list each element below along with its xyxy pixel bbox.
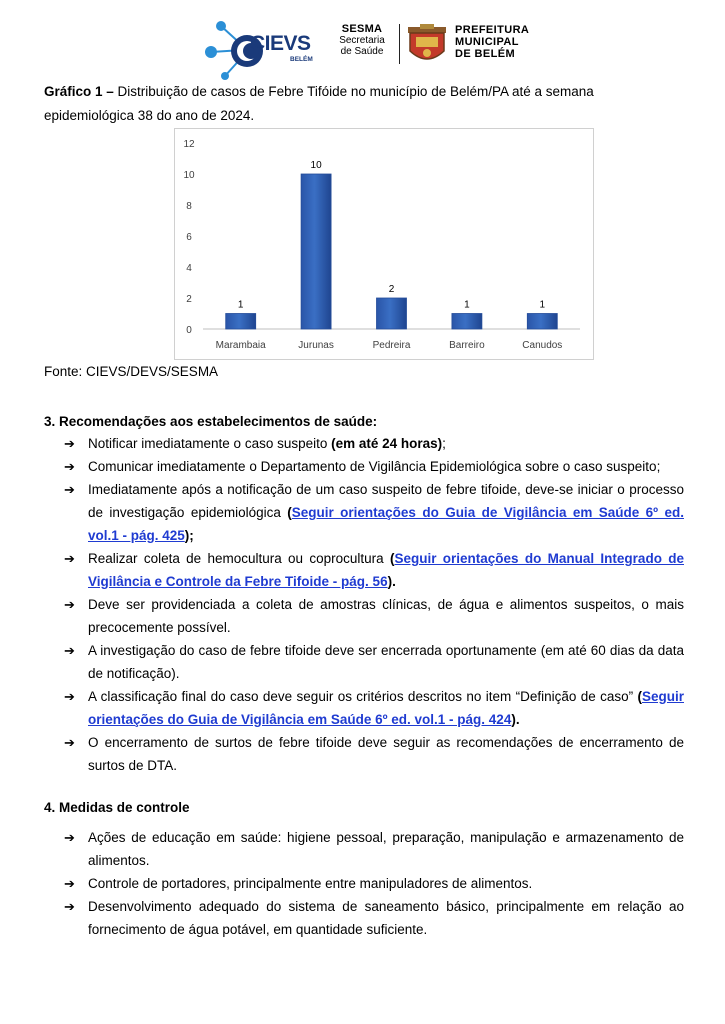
arrow-right-icon: ➔ [64,735,75,750]
sesma-logo [332,24,392,57]
list-item [64,826,684,872]
list-item [64,685,684,731]
list-item [64,432,684,455]
arrow-right-icon: ➔ [64,436,75,451]
sesma-title: SESMA [341,23,383,35]
item-bold: ( [287,505,292,520]
item-text: Comunicar imediatamente o Departamento de Vigilância Epidemiológica sobre o caso suspeito; [88,459,661,474]
arrow-right-icon: ➔ [64,597,75,612]
item-bold: (em até 24 horas) [331,436,443,451]
bar [527,314,557,330]
x-tick-label: Canudos [522,340,563,351]
sesma-line-2: de Saúde [340,46,384,57]
arrow-right-icon: ➔ [64,899,75,914]
item-text: A investigação do caso de febre tifoide deve ser encerrada oportunamente (em até 60 dias da data de notificação). [88,643,684,681]
bar [226,314,256,330]
item-bold: ( [389,551,395,566]
list-item [64,478,684,547]
item-text: Desenvolvimento adequado do sistema de saneamento básico, principalmente em relação ao fornecimento de água potável, em quantidade suficiente. [88,899,684,937]
list-item [64,639,684,685]
x-tick-label: Pedreira [372,340,411,351]
item-text: Notificar imediatamente o caso suspeito [88,436,332,451]
pref-line-1: PREFEITURA [455,24,530,36]
guia-vigilancia-link-424[interactable]: Seguir orientações do Guia de Vigilância em Saúde 6º ed. vol.1 - pág. 424 [88,689,684,727]
cievs-wordmark: CIEVS [250,32,311,55]
header-divider [399,24,400,64]
pref-line-2: MUNICIPAL [455,36,519,48]
y-tick-label: 6 [186,232,192,243]
list-item [64,895,684,941]
y-tick-label: 0 [186,325,192,336]
arrow-right-icon: ➔ [64,459,75,474]
list-item [64,547,684,593]
item-bold: ). [387,574,396,589]
y-tick-label: 2 [186,294,192,305]
arrow-right-icon: ➔ [64,551,75,566]
pref-line-3: DE BELÉM [455,48,516,60]
data-label: 2 [388,284,395,295]
control-measures-list [64,826,684,941]
data-label: 1 [237,299,244,311]
sesma-line-1: Secretaria [339,35,385,46]
bar [301,174,331,329]
item-bold: ). [511,712,520,727]
bar [377,298,407,329]
bar-chart-svg [175,129,593,359]
arrow-right-icon: ➔ [64,643,75,658]
list-item [64,731,684,777]
header [0,10,725,82]
y-tick-label: 10 [183,170,195,181]
item-bold: ( [637,689,642,704]
list-item [64,455,684,478]
arrow-right-icon: ➔ [64,876,75,891]
data-label: 10 [310,160,322,171]
item-text: Ações de educação em saúde: higiene pessoal, preparação, manipulação e armazenamento de alimentos. [88,830,684,868]
manual-febre-tifoide-link[interactable]: Seguir orientações do Manual Integrado de Vigilância e Controle da Febre Tifoide - pág. 56 [88,551,684,589]
cievs-subtitle: BELÉM [290,56,313,63]
arrow-right-icon: ➔ [64,830,75,845]
item-text: Imediatamente após a notificação de um caso suspeito de febre tifoide, deve-se iniciar o processo de investigação epidemiológica [88,482,684,520]
bar-chart [174,128,594,360]
list-item [64,872,684,895]
x-tick-label: Marambaia [215,340,266,351]
recommendations-list [64,432,684,777]
chart-caption [44,80,684,128]
prefeitura-logo [455,24,529,60]
data-label: 1 [464,299,470,311]
item-text: Controle de portadores, principalmente entre manipuladores de alimentos. [88,876,533,891]
guia-vigilancia-link-425[interactable]: Seguir orientações do Guia de Vigilância em Saúde 6º ed. vol.1 - pág. 425 [88,505,684,543]
y-tick-label: 4 [186,263,192,274]
item-text: O encerramento de surtos de febre tifoide deve seguir as recomendações de encerramento de surtos de DTA. [88,735,684,773]
y-tick-label: 12 [183,139,195,150]
item-text: Deve ser providenciada a coleta de amostras clínicas, de água e alimentos suspeitos, o mais precocemente possível. [88,597,684,635]
section-4-title: 4. Medidas de controle [44,800,190,815]
arrow-right-icon: ➔ [64,689,75,704]
item-text: A classificação final do caso deve seguir os critérios descritos no item “Definição de caso” [88,689,638,704]
caption-text: Distribuição de casos de Febre Tifóide no município de Belém/PA até a semana epidemiológica 38 do ano de 2024. [44,84,594,123]
belem-crest-icon [406,23,448,67]
y-tick-label: 8 [186,201,192,212]
data-label: 1 [539,299,546,311]
caption-label: Gráfico 1 – [44,84,114,99]
item-bold: ); [184,528,194,543]
list-item [64,593,684,639]
item-text: ; [442,436,446,451]
bar [452,314,482,330]
x-tick-label: Jurunas [298,340,334,351]
arrow-right-icon: ➔ [64,482,75,497]
section-3-title: 3. Recomendações aos estabelecimentos de saúde: [44,414,378,429]
item-text: Realizar coleta de hemocultura ou coprocultura [88,551,390,566]
x-tick-label: Barreiro [449,340,485,351]
chart-source: Fonte: CIEVS/DEVS/SESMA [44,364,219,379]
